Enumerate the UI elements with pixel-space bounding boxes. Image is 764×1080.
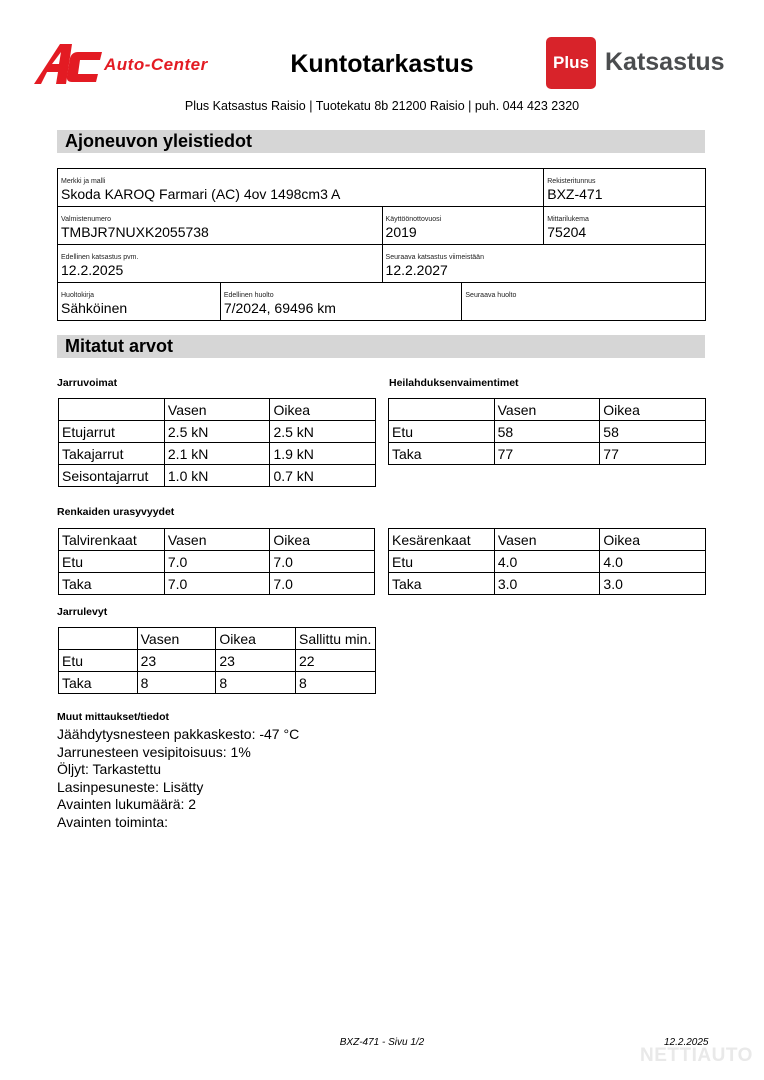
- auto-center-wordmark: Auto-Center: [104, 55, 208, 74]
- table-cell: 8: [216, 672, 296, 694]
- katsastus-wordmark: Katsastus: [605, 48, 725, 76]
- other-measurements-title: Muut mittaukset/tiedot: [57, 711, 169, 723]
- list-item: Jarrunesteen vesipitoisuus: 1%: [57, 743, 251, 760]
- table-cell: Etu: [59, 650, 138, 672]
- header-cell: Vasen: [137, 628, 216, 650]
- table-cell: 77: [494, 443, 600, 465]
- brakes-title: Jarruvoimat: [57, 377, 118, 389]
- table-cell: 8: [137, 672, 216, 694]
- next-inspection-label: Seuraava katsastus viimeistään: [385, 254, 484, 261]
- header-cell: Oikea: [600, 399, 706, 421]
- service-book-cell: [58, 283, 221, 321]
- list-item: Lasinpesuneste: Lisätty: [57, 778, 204, 795]
- table-row: [389, 573, 706, 595]
- other-measurements-list: [57, 726, 299, 831]
- last-inspection-value: 12.2.2025: [61, 262, 124, 278]
- vehicle-info-table: [57, 168, 706, 321]
- list-item: Jäähdytysnesteen pakkaskesto: -47 °C: [57, 726, 300, 742]
- list-item: Öljyt: Tarkastettu: [57, 761, 162, 777]
- vin-cell: [58, 207, 383, 245]
- dampers-title: Heilahduksenvaimentimet: [389, 377, 519, 389]
- table-row: [389, 551, 706, 573]
- reg-cell: [544, 169, 706, 207]
- table-cell: Takajarrut: [59, 443, 165, 465]
- table-cell: 1.0 kN: [164, 465, 270, 487]
- vin-value: TMBJR7NUXK2055738: [61, 224, 209, 240]
- service-book-value: Sähköinen: [61, 300, 128, 316]
- make-label: Merkki ja malli: [61, 178, 106, 185]
- header-cell: Oikea: [600, 529, 706, 551]
- table-cell: Etujarrut: [59, 421, 165, 443]
- plus-katsastus-logo: [546, 37, 736, 89]
- next-service-cell: [462, 283, 706, 321]
- first-use-cell: [382, 207, 544, 245]
- header-cell: Oikea: [270, 529, 375, 551]
- table-cell: 7.0: [270, 551, 375, 573]
- header-cell: Vasen: [494, 529, 600, 551]
- next-inspection-cell: [382, 245, 705, 283]
- make-value: Skoda KAROQ Farmari (AC) 4ov 1498cm3 A: [61, 186, 341, 202]
- odometer-value: 75204: [547, 224, 587, 240]
- table-header-row: [59, 529, 375, 551]
- info-row: [58, 283, 706, 321]
- page-title: Kuntotarkastus: [290, 50, 474, 78]
- table-row: [59, 672, 376, 694]
- info-row: [58, 207, 706, 245]
- table-cell: Taka: [59, 573, 165, 595]
- address-line: Plus Katsastus Raisio | Tuotekatu 8b 21200 Raisio | puh. 044 423 2320: [184, 99, 580, 113]
- table-cell: Etu: [389, 551, 495, 573]
- tread-title: Renkaiden urasyvyydet: [57, 506, 175, 518]
- last-inspection-cell: [58, 245, 383, 283]
- next-service-label: Seuraava huolto: [465, 292, 517, 299]
- table-cell: 22: [295, 650, 375, 672]
- header-cell: Oikea: [270, 399, 376, 421]
- next-inspection-value: 12.2.2027: [385, 262, 448, 278]
- table-cell: Taka: [389, 573, 495, 595]
- nettiauto-watermark: NETTIAUTO: [640, 1045, 753, 1066]
- table-cell: 4.0: [494, 551, 600, 573]
- page-footer: BXZ-471 - Sivu 1/2: [339, 1037, 425, 1048]
- table-cell: 77: [600, 443, 706, 465]
- table-cell: 7.0: [270, 573, 375, 595]
- table-row: [59, 465, 376, 487]
- service-book-label: Huoltokirja: [61, 292, 95, 299]
- header-cell: Kesärenkaat: [389, 529, 495, 551]
- table-cell: 2.5 kN: [270, 421, 376, 443]
- table-row: [59, 421, 376, 443]
- table-cell: 0.7 kN: [270, 465, 376, 487]
- vin-label: Valmistenumero: [61, 216, 112, 223]
- prev-service-value: 7/2024, 69496 km: [223, 300, 336, 316]
- brake-discs-table: [58, 627, 376, 694]
- winter-tires-table: [58, 528, 375, 595]
- make-cell: [58, 169, 544, 207]
- list-item: Avainten toiminta:: [57, 813, 169, 830]
- table-cell: 23: [216, 650, 296, 672]
- last-inspection-label: Edellinen katsastus pvm.: [61, 254, 139, 261]
- table-cell: Taka: [59, 672, 138, 694]
- table-cell: Seisontajarrut: [59, 465, 165, 487]
- table-cell: Etu: [59, 551, 165, 573]
- info-row: [58, 245, 706, 283]
- table-cell: 1.9 kN: [270, 443, 376, 465]
- table-cell: 3.0: [494, 573, 600, 595]
- list-item: Avainten lukumäärä: 2: [57, 796, 197, 812]
- footer-date: 12.2.2025: [664, 1037, 709, 1048]
- reg-value: BXZ-471: [547, 186, 603, 202]
- header-cell: [59, 399, 165, 421]
- table-row: [59, 573, 375, 595]
- dampers-table: [388, 398, 706, 465]
- table-cell: Taka: [389, 443, 495, 465]
- odometer-label: Mittarilukema: [547, 216, 589, 223]
- prev-service-cell: [220, 283, 462, 321]
- table-cell: 2.5 kN: [164, 421, 270, 443]
- header-cell: Vasen: [164, 529, 270, 551]
- table-row: [59, 443, 376, 465]
- table-cell: 7.0: [164, 551, 270, 573]
- info-row: [58, 169, 706, 207]
- table-row: [59, 551, 375, 573]
- odometer-cell: [544, 207, 706, 245]
- header-cell: Vasen: [494, 399, 600, 421]
- first-use-value: 2019: [385, 224, 417, 240]
- reg-label: Rekisteritunnus: [547, 178, 596, 185]
- table-cell: 4.0: [600, 551, 706, 573]
- table-header-row: [59, 628, 376, 650]
- table-cell: Etu: [389, 421, 495, 443]
- table-cell: 8: [295, 672, 375, 694]
- header-cell: Talvirenkaat: [59, 529, 165, 551]
- table-row: [389, 443, 706, 465]
- summer-tires-table: [388, 528, 706, 595]
- table-cell: 23: [137, 650, 216, 672]
- header-cell: Oikea: [216, 628, 296, 650]
- table-cell: 58: [494, 421, 600, 443]
- brakes-table: [58, 398, 376, 487]
- table-header-row: [389, 529, 706, 551]
- section-vehicle-info: Ajoneuvon yleistiedot: [57, 130, 705, 153]
- header-cell: Sallittu min.: [295, 628, 375, 650]
- table-row: [389, 421, 706, 443]
- header-cell: [389, 399, 495, 421]
- header-cell: [59, 628, 138, 650]
- table-cell: 7.0: [164, 573, 270, 595]
- table-row: [59, 650, 376, 672]
- section-measured-values: Mitatut arvot: [57, 335, 705, 358]
- plus-badge: Plus: [546, 37, 596, 89]
- table-header-row: [389, 399, 706, 421]
- table-header-row: [59, 399, 376, 421]
- table-cell: 58: [600, 421, 706, 443]
- table-cell: 2.1 kN: [164, 443, 270, 465]
- header-cell: Vasen: [164, 399, 270, 421]
- table-cell: 3.0: [600, 573, 706, 595]
- discs-title: Jarrulevyt: [57, 606, 108, 618]
- prev-service-label: Edellinen huolto: [223, 292, 274, 299]
- first-use-label: Käyttöönottovuosi: [385, 216, 442, 223]
